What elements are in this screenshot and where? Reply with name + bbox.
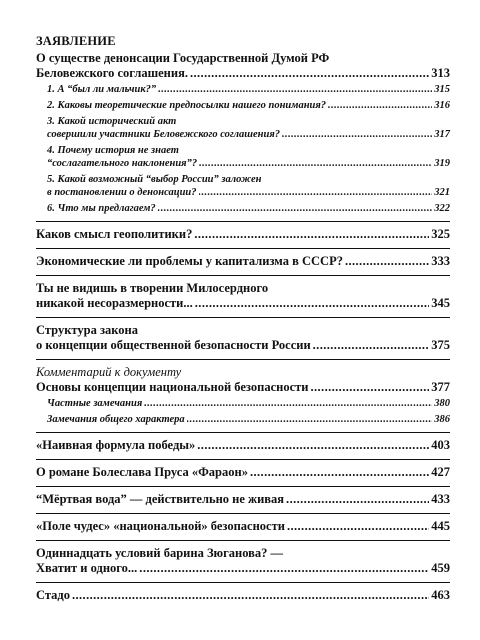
toc-entry-dead-water[interactable] bbox=[36, 492, 450, 507]
toc-entry-field-of-wonders[interactable] bbox=[36, 519, 450, 534]
page-number: 459 bbox=[431, 561, 450, 575]
toc-subentry-general-remarks[interactable] bbox=[36, 413, 450, 426]
toc-entry-law-structure[interactable] bbox=[36, 323, 450, 353]
dot-leader bbox=[286, 492, 429, 507]
dot-leader bbox=[158, 202, 433, 215]
toc-entry-geopolitics[interactable] bbox=[36, 227, 450, 242]
divider bbox=[36, 486, 450, 487]
entry-title: О романе Болеслава Пруса «Фараон» bbox=[36, 465, 248, 479]
subentry-title-line1: 3. Какой исторический акт bbox=[47, 116, 177, 127]
page-number: 375 bbox=[431, 338, 450, 352]
dot-leader bbox=[197, 438, 429, 453]
entry-title: Стадо bbox=[36, 588, 70, 602]
subentry-title-line2: совершили участники Беловежского соглашения? bbox=[47, 129, 281, 140]
dot-leader bbox=[158, 83, 432, 96]
entry-title-line2: никакой несоразмерности... bbox=[36, 296, 193, 310]
entry-title-line1: О существе денонсации Государственной Думой РФ bbox=[36, 51, 330, 65]
page-number: 316 bbox=[434, 100, 450, 111]
subentry-title: 1. А “был ли мальчик?” bbox=[47, 84, 157, 95]
dot-leader bbox=[282, 128, 432, 141]
page-number: 463 bbox=[431, 588, 450, 602]
dot-leader bbox=[187, 413, 433, 426]
page-number: 313 bbox=[431, 66, 450, 80]
toc-entry-eleven-conditions[interactable] bbox=[36, 546, 450, 576]
entry-title-line2: о концепции общественной безопасности России bbox=[36, 338, 311, 352]
dot-leader bbox=[328, 99, 432, 112]
page-number: 317 bbox=[434, 129, 450, 140]
toc-entry-herd[interactable] bbox=[36, 588, 450, 603]
page-number: 322 bbox=[434, 203, 450, 214]
entry-title: Экономические ли проблемы у капитализма в СССР? bbox=[36, 254, 343, 268]
page-number: 445 bbox=[431, 519, 450, 533]
comment-heading: Комментарий к документу bbox=[36, 365, 182, 379]
dot-leader bbox=[72, 588, 429, 603]
dot-leader bbox=[144, 397, 432, 410]
subentry-title: 2. Каковы теоретические предпосылки нашего понимания? bbox=[47, 100, 327, 111]
toc-entry-national-security[interactable] bbox=[36, 380, 450, 395]
toc-entry-capitalism[interactable] bbox=[36, 254, 450, 269]
dot-leader bbox=[250, 465, 429, 480]
toc-entry-merciful[interactable] bbox=[36, 281, 450, 311]
entry-title-line2: Беловежского соглашения. bbox=[36, 66, 188, 80]
dot-leader bbox=[287, 519, 429, 534]
dot-leader bbox=[345, 254, 429, 269]
subentry-title-line1: 4. Почему история не знает bbox=[47, 145, 179, 156]
page-number: 377 bbox=[431, 380, 450, 394]
page-number: 403 bbox=[431, 438, 450, 452]
entry-title-line1: Структура закона bbox=[36, 323, 138, 337]
toc-subentry-private-remarks[interactable] bbox=[36, 397, 450, 410]
entry-title: «Поле чудес» «национальной» безопасности bbox=[36, 519, 285, 533]
subentry-title: Частные замечания bbox=[47, 398, 143, 409]
page-number: 319 bbox=[434, 158, 450, 169]
dot-leader bbox=[199, 186, 433, 199]
page-number: 380 bbox=[434, 398, 450, 409]
dot-leader bbox=[313, 338, 430, 353]
dot-leader bbox=[310, 380, 429, 395]
page-number: 433 bbox=[431, 492, 450, 506]
page-number: 427 bbox=[431, 465, 450, 479]
toc-subentry-5[interactable] bbox=[36, 173, 450, 199]
divider bbox=[36, 317, 450, 318]
section-title: ЗАЯВЛЕНИЕ bbox=[36, 34, 116, 48]
page-number: 321 bbox=[434, 187, 450, 198]
dot-leader bbox=[139, 561, 429, 576]
toc-entry-pharaoh[interactable] bbox=[36, 465, 450, 480]
toc-subentry-4[interactable] bbox=[36, 144, 450, 170]
dot-leader bbox=[190, 66, 429, 81]
entry-title: “Мёртвая вода” — действительно не живая bbox=[36, 492, 285, 506]
toc-subentry-6[interactable] bbox=[36, 202, 450, 215]
divider bbox=[36, 248, 450, 249]
divider bbox=[36, 540, 450, 541]
subentry-title: 6. Что мы предлагаем? bbox=[47, 203, 156, 214]
entry-title-line1: Ты не видишь в творении Милосердного bbox=[36, 281, 269, 295]
page-number: 333 bbox=[431, 254, 450, 268]
subentry-title-line2: “сослагательного наклонения”? bbox=[47, 158, 198, 169]
page-number: 345 bbox=[431, 296, 450, 310]
entry-title: Основы концепции национальной безопасности bbox=[36, 380, 309, 394]
page-number: 315 bbox=[434, 84, 450, 95]
page-number: 325 bbox=[431, 227, 450, 241]
toc-subentry-2[interactable] bbox=[36, 99, 450, 112]
toc-subentry-1[interactable] bbox=[36, 83, 450, 96]
toc-subentry-3[interactable] bbox=[36, 115, 450, 141]
divider bbox=[36, 275, 450, 276]
divider bbox=[36, 221, 450, 222]
divider bbox=[36, 459, 450, 460]
entry-title-line1: Одиннадцать условий барина Зюганова? — bbox=[36, 546, 284, 560]
entry-title: «Наивная формула победы» bbox=[36, 438, 196, 452]
dot-leader bbox=[195, 296, 429, 311]
subentry-title-line1: 5. Какой возможный “выбор России” заложен bbox=[47, 174, 262, 185]
subentry-title: Замечания общего характера bbox=[47, 414, 185, 425]
entry-title: Каков смысл геополитики? bbox=[36, 227, 193, 241]
dot-leader bbox=[199, 157, 432, 170]
toc-entry-naive-formula[interactable] bbox=[36, 438, 450, 453]
toc-entry-denonsation[interactable] bbox=[36, 51, 450, 81]
divider bbox=[36, 513, 450, 514]
entry-title-line2: Хватит и одного... bbox=[36, 561, 138, 575]
divider bbox=[36, 359, 450, 360]
divider bbox=[36, 432, 450, 433]
dot-leader bbox=[194, 227, 429, 242]
subentry-title-line2: в постановлении о денонсации? bbox=[47, 187, 197, 198]
divider bbox=[36, 582, 450, 583]
page-number: 386 bbox=[434, 414, 450, 425]
